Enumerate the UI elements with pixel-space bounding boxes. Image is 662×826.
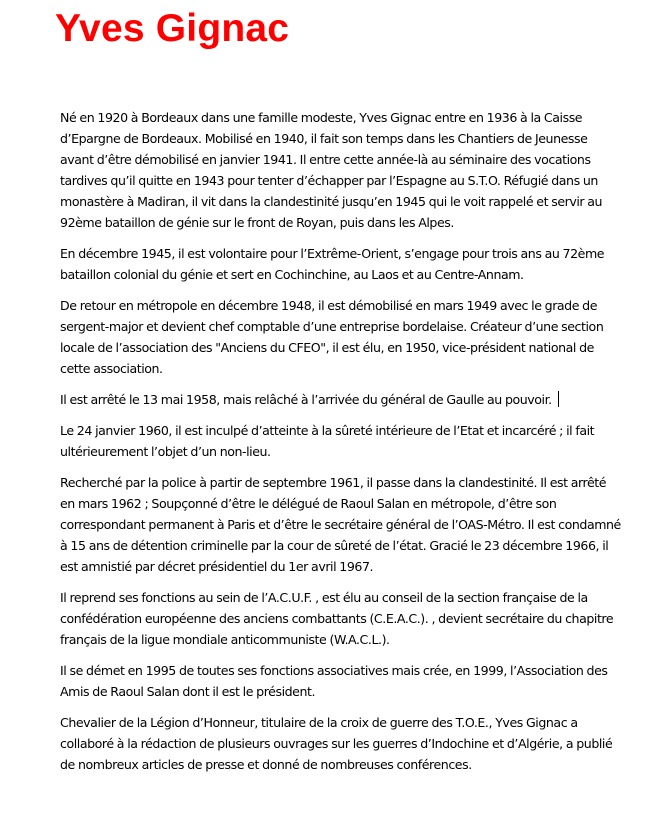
paragraph-far-east: En décembre 1945, il est volontaire pour l’Extrême-Orient, s’engage pour trois ans au 72ème bataillon colonial du génie et sert en Cochinchine, au Laos et au Centre-Annam. <box>60 246 605 282</box>
paragraph-return-metropole: De retour en métropole en décembre 1948, il est démobilisé en mars 1949 avec le grade de sergent-major et devient chef comptable d’une entreprise bordelaise. Créateur d’une section locale de l’association des "Anciens du CFEO", il est élu, en 1950, vice-président national de cette association. <box>60 298 604 376</box>
paragraph-early-life: Né en 1920 à Bordeaux dans une famille modeste, Yves Gignac entre en 1936 à la Caisse d’Epargne de Bordeaux. Mobilisé en 1940, il fait son temps dans les Chantiers de Jeunesse avant d’être démobilisé en janvier 1941. Il entre cette année-là au séminaire des vocations tardives qu’il quitte en 1943 pour tenter d’échapper par l’Espagne au S.T.O. Réfugié dans un monastère à Madiran, il vit dans la clandestinité jusqu’en 1945 qui le voit rappelé et servir au 92ème bataillon de génie sur le front de Royan, puis dans les Alpes. <box>60 110 603 230</box>
paragraph-honours: Chevalier de la Légion d’Honneur, titulaire de la croix de guerre des T.O.E., Yves Gignac a collaboré à la rédaction de plusieurs ouvrages sur les guerres d’Indochine et d’Algérie, a publié de nombreux articles de presse et donné de nombreuses conférences. <box>60 715 613 772</box>
document-body[interactable] <box>60 107 624 775</box>
document-title: Yves Gignac <box>55 7 290 50</box>
paragraph-arrest-1958-text: Il est arrêté le 13 mai 1958, mais relâché à l’arrivée du général de Gaulle au pouvoir. <box>60 392 552 407</box>
text-cursor <box>558 391 559 407</box>
paragraph-1960: Le 24 janvier 1960, il est inculpé d’atteinte à la sûreté intérieure de l’Etat et incarcéré ; il fait ultérieurement l’objet d’un non-lieu. <box>60 423 595 459</box>
paragraph-arrest-1958 <box>60 389 624 410</box>
paragraph-acuf: Il reprend ses fonctions au sein de l’A.C.U.F. , est élu au conseil de la section française de la confédération européenne des anciens combattants (C.E.A.C.). , devient secrétaire du chapitre français de la ligue mondiale anticommuniste (W.A.C.L.). <box>60 590 614 647</box>
paragraph-1995: Il se démet en 1995 de toutes ses fonctions associatives mais crée, en 1999, l’Association des Amis de Raoul Salan dont il est le président. <box>60 663 608 699</box>
paragraph-clandestinity: Recherché par la police à partir de septembre 1961, il passe dans la clandestinité. Il est arrêté en mars 1962 ; Soupçonné d’être le délégué de Raoul Salan en métropole, d’être son correspondant permanent à Paris et d’être le secrétaire général de l’OAS-Métro. Il est condamné à 15 ans de détention criminelle par la cour de sûreté de l’état. Gracié le 23 décembre 1966, il est amnistié par décret présidentiel du 1er avril 1967. <box>60 475 621 574</box>
